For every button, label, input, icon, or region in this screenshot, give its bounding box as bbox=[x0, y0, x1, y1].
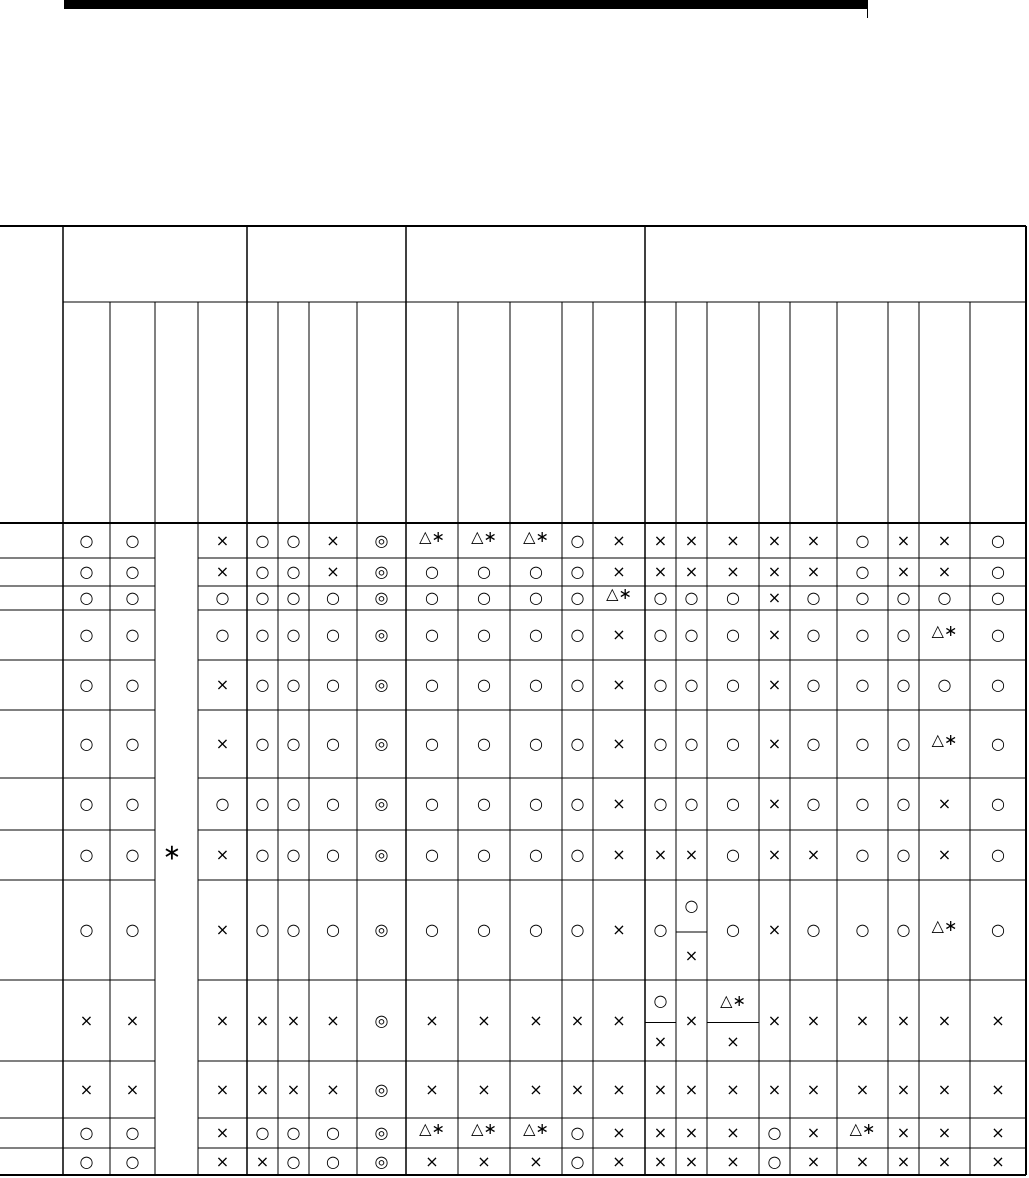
table-cell: ○ bbox=[425, 562, 439, 581]
table-cell: ○ bbox=[529, 845, 543, 864]
table-cell: ○ bbox=[79, 794, 94, 813]
table-cell: ○ bbox=[255, 530, 270, 550]
table-cell: ◎ bbox=[374, 845, 389, 864]
table-cell: ○ bbox=[570, 920, 585, 939]
table-cell: ○ bbox=[855, 530, 870, 550]
table-cell: × bbox=[215, 845, 230, 864]
table-cell: ○ bbox=[855, 562, 870, 581]
table-cell: × bbox=[570, 1079, 585, 1099]
table-cell: × bbox=[806, 845, 821, 864]
table-cell: × bbox=[425, 1151, 439, 1171]
table-cell: ○ bbox=[255, 675, 270, 694]
table-cell: × bbox=[215, 562, 230, 581]
table-cell: ◎ bbox=[374, 530, 389, 550]
table-cell: ○ bbox=[896, 588, 911, 607]
table-cell: ○ bbox=[529, 562, 543, 581]
table-cell: ○ bbox=[570, 625, 585, 644]
table-cell: △∗ bbox=[720, 991, 746, 1011]
table-cell: × bbox=[855, 1079, 870, 1099]
table-cell: ○ bbox=[991, 625, 1005, 644]
table-cell: ○ bbox=[653, 794, 668, 813]
table-cell: ○ bbox=[726, 734, 740, 753]
table-cell: × bbox=[612, 1010, 626, 1030]
table-cell: × bbox=[855, 1010, 870, 1030]
table-cell: ○ bbox=[855, 734, 870, 753]
table-cell: △∗ bbox=[931, 621, 958, 640]
table-cell: × bbox=[215, 734, 230, 753]
table-cell: × bbox=[653, 1079, 668, 1099]
table-cell: ○ bbox=[991, 794, 1005, 813]
table-cell: × bbox=[326, 530, 340, 550]
table-cell: △∗ bbox=[606, 584, 632, 603]
table-cell: × bbox=[896, 1151, 911, 1171]
table-cell: ○ bbox=[477, 625, 491, 644]
table-cell: ○ bbox=[79, 920, 94, 939]
table-cell: × bbox=[653, 1031, 668, 1051]
table-cell: ○ bbox=[570, 1151, 585, 1171]
table-cell: ○ bbox=[991, 920, 1005, 939]
table-cell: × bbox=[684, 946, 699, 965]
table-cell: ○ bbox=[726, 675, 740, 694]
table-cell: ○ bbox=[326, 625, 340, 644]
table-cell: × bbox=[726, 1123, 740, 1142]
table-cell: ○ bbox=[255, 920, 270, 939]
table-cell: ○ bbox=[79, 588, 94, 607]
table-cell: × bbox=[215, 530, 230, 550]
table-cell: ◎ bbox=[374, 1151, 389, 1171]
table-cell: × bbox=[286, 1010, 301, 1030]
table-cell: ◎ bbox=[374, 1010, 389, 1030]
table-cell: × bbox=[612, 1079, 626, 1099]
table-cell: △∗ bbox=[931, 916, 958, 935]
table-cell: × bbox=[991, 1151, 1005, 1171]
table-cell: ○ bbox=[570, 845, 585, 864]
table-cell: × bbox=[767, 794, 782, 813]
table-cell: ○ bbox=[215, 794, 230, 813]
table-cell: ○ bbox=[529, 734, 543, 753]
table-cell: ○ bbox=[991, 734, 1005, 753]
table-cell: × bbox=[937, 1123, 952, 1142]
table-cell: ◎ bbox=[374, 588, 389, 607]
table-cell: ○ bbox=[79, 734, 94, 753]
table-cell: ○ bbox=[806, 588, 821, 607]
table-cell: ○ bbox=[767, 1123, 782, 1142]
table-cell: ○ bbox=[125, 625, 140, 644]
table-cell: ○ bbox=[896, 675, 911, 694]
table-cell: ○ bbox=[896, 920, 911, 939]
table-cell: × bbox=[326, 1010, 340, 1030]
table-cell: ○ bbox=[286, 1123, 301, 1142]
table-cell: ○ bbox=[529, 588, 543, 607]
table-cell: × bbox=[937, 1010, 952, 1030]
table-cell: × bbox=[326, 562, 340, 581]
table-cell: × bbox=[937, 1079, 952, 1099]
table-cell: ○ bbox=[855, 920, 870, 939]
table-cell: ◎ bbox=[374, 734, 389, 753]
table-cell: ○ bbox=[326, 588, 340, 607]
table-cell: × bbox=[255, 1079, 270, 1099]
table-cell: ○ bbox=[806, 675, 821, 694]
table-cell: × bbox=[477, 1151, 491, 1171]
table-cell: ○ bbox=[286, 920, 301, 939]
table-cell: × bbox=[684, 530, 699, 550]
table-cell: ○ bbox=[806, 794, 821, 813]
table-cell: ○ bbox=[286, 845, 301, 864]
table-cell: ○ bbox=[855, 845, 870, 864]
table-cell: △∗ bbox=[523, 1119, 549, 1138]
table-cell: ○ bbox=[79, 562, 94, 581]
table-cell: ○ bbox=[425, 675, 439, 694]
table-cell: ○ bbox=[855, 794, 870, 813]
table-cell: ○ bbox=[326, 794, 340, 813]
table-cell: ○ bbox=[684, 896, 699, 915]
table-cell: ◎ bbox=[374, 920, 389, 939]
table-cell: ◎ bbox=[374, 1123, 389, 1142]
table-cell: × bbox=[767, 562, 782, 581]
table-cell: × bbox=[896, 1079, 911, 1099]
table-cell: ◎ bbox=[374, 625, 389, 644]
table-cell: ○ bbox=[286, 588, 301, 607]
table-cell: ○ bbox=[79, 675, 94, 694]
table-cell: ○ bbox=[326, 675, 340, 694]
table-cell: ○ bbox=[79, 845, 94, 864]
table-cell: × bbox=[612, 625, 626, 644]
table-cell: ○ bbox=[653, 675, 668, 694]
table-cell: × bbox=[326, 1079, 340, 1099]
table-cell: × bbox=[653, 562, 668, 581]
table-cell: ○ bbox=[125, 794, 140, 813]
table-cell: × bbox=[653, 845, 668, 864]
table-cell: ○ bbox=[896, 794, 911, 813]
table-cell: × bbox=[653, 1151, 668, 1171]
table-cell: × bbox=[767, 1010, 782, 1030]
table-cell: ○ bbox=[215, 588, 230, 607]
table-cell: × bbox=[612, 1123, 626, 1142]
table-cell: ○ bbox=[726, 588, 740, 607]
table-cell: ○ bbox=[255, 1123, 270, 1142]
note-star: ∗ bbox=[162, 840, 182, 866]
table-cell: ○ bbox=[570, 588, 585, 607]
table-cell: ○ bbox=[653, 588, 668, 607]
table-cell: ○ bbox=[326, 845, 340, 864]
table-cell: ○ bbox=[477, 588, 491, 607]
table-cell: ○ bbox=[726, 920, 740, 939]
table-cell: ○ bbox=[896, 734, 911, 753]
table-cell: × bbox=[806, 1151, 821, 1171]
table-cell: ○ bbox=[125, 1151, 140, 1171]
table-cell: × bbox=[684, 845, 699, 864]
table-cell: ◎ bbox=[374, 562, 389, 581]
table-cell: ○ bbox=[286, 625, 301, 644]
table-cell: △∗ bbox=[471, 1119, 497, 1138]
table-cell: × bbox=[991, 1123, 1005, 1142]
table-cell: ○ bbox=[991, 675, 1005, 694]
table-cell: ○ bbox=[125, 734, 140, 753]
table-cell: × bbox=[612, 920, 626, 939]
table-cell: ○ bbox=[477, 794, 491, 813]
table-cell: ○ bbox=[286, 530, 301, 550]
table-cell: ○ bbox=[425, 794, 439, 813]
table-cell: ○ bbox=[896, 625, 911, 644]
table-cell: ○ bbox=[726, 794, 740, 813]
table-cell: ○ bbox=[286, 675, 301, 694]
table-cell: ○ bbox=[125, 1123, 140, 1142]
table-cell: × bbox=[653, 1123, 668, 1142]
table-cell: ○ bbox=[570, 530, 585, 550]
table-cell: ○ bbox=[326, 1151, 340, 1171]
table-cell: × bbox=[255, 1151, 270, 1171]
table-cell: ◎ bbox=[374, 794, 389, 813]
table-cell: ◎ bbox=[374, 675, 389, 694]
table-cell: ○ bbox=[125, 588, 140, 607]
table-cell: △∗ bbox=[419, 526, 445, 546]
table-cell: ○ bbox=[477, 675, 491, 694]
table-cell: × bbox=[937, 530, 952, 550]
table-cell: × bbox=[215, 1123, 230, 1142]
table-cell: × bbox=[684, 1079, 699, 1099]
table-cell: ○ bbox=[684, 588, 699, 607]
table-cell: × bbox=[125, 1010, 140, 1030]
table-cell: ○ bbox=[477, 734, 491, 753]
table-cell: ○ bbox=[255, 794, 270, 813]
table-cell: ○ bbox=[806, 734, 821, 753]
table-cell: ○ bbox=[570, 562, 585, 581]
table-cell: × bbox=[726, 562, 740, 581]
table-cell: × bbox=[570, 1010, 585, 1030]
table-cell: × bbox=[215, 1010, 230, 1030]
table-cell: × bbox=[896, 562, 911, 581]
table-cell: ○ bbox=[255, 588, 270, 607]
table-cell: △∗ bbox=[849, 1119, 876, 1138]
table-cell: ○ bbox=[79, 530, 94, 550]
table-cell: × bbox=[806, 1123, 821, 1142]
table-cell: ○ bbox=[806, 625, 821, 644]
table-cell: × bbox=[937, 1151, 952, 1171]
table-cell: ○ bbox=[684, 625, 699, 644]
table-cell: × bbox=[806, 562, 821, 581]
table-cell: × bbox=[806, 1010, 821, 1030]
table-cell: ○ bbox=[570, 675, 585, 694]
table-cell: × bbox=[726, 1151, 740, 1171]
table-cell: × bbox=[215, 675, 230, 694]
table-cell: × bbox=[767, 845, 782, 864]
table-cell: × bbox=[215, 1151, 230, 1171]
table-cell: × bbox=[937, 562, 952, 581]
table-cell: × bbox=[612, 562, 626, 581]
table-cell: × bbox=[215, 920, 230, 939]
table-cell: × bbox=[937, 794, 952, 813]
table-cell: × bbox=[684, 1151, 699, 1171]
table-cell: ○ bbox=[286, 794, 301, 813]
table-cell: ○ bbox=[529, 675, 543, 694]
table-cell: × bbox=[125, 1079, 140, 1099]
table-cell: ○ bbox=[477, 920, 491, 939]
table-cell: ○ bbox=[855, 675, 870, 694]
table-cell: × bbox=[425, 1010, 439, 1030]
table-cell: ○ bbox=[477, 562, 491, 581]
table-cell: △∗ bbox=[419, 1119, 445, 1138]
table-cell: ○ bbox=[286, 1151, 301, 1171]
table-cell: ○ bbox=[684, 675, 699, 694]
table-cell: × bbox=[529, 1010, 543, 1030]
table-cell: ○ bbox=[326, 1123, 340, 1142]
table-cell: × bbox=[286, 1079, 301, 1099]
table-cell: × bbox=[937, 845, 952, 864]
table-cell: ○ bbox=[255, 625, 270, 644]
table-cell: × bbox=[767, 920, 782, 939]
table-cell: ○ bbox=[125, 530, 140, 550]
table-cell: ○ bbox=[79, 1151, 94, 1171]
table-cell: × bbox=[612, 1151, 626, 1171]
table-cell: ○ bbox=[653, 991, 668, 1011]
table-cell: × bbox=[767, 1079, 782, 1099]
table-cell: × bbox=[215, 1079, 230, 1099]
table-cell: ○ bbox=[855, 625, 870, 644]
table-cell: △∗ bbox=[523, 526, 549, 546]
table-cell: × bbox=[477, 1010, 491, 1030]
table-cell: × bbox=[612, 845, 626, 864]
table-cell: ○ bbox=[286, 562, 301, 581]
table-cell: ○ bbox=[937, 675, 952, 694]
table-cell: ○ bbox=[79, 625, 94, 644]
table-cell: × bbox=[767, 588, 782, 607]
table-cell: ○ bbox=[125, 562, 140, 581]
table-cell: × bbox=[477, 1079, 491, 1099]
table-cell: ○ bbox=[991, 530, 1005, 550]
table-cell: ○ bbox=[570, 1123, 585, 1142]
table-cell: × bbox=[612, 530, 626, 550]
table-cell: ○ bbox=[529, 625, 543, 644]
table-cell: ○ bbox=[215, 625, 230, 644]
table-cell: × bbox=[896, 1123, 911, 1142]
table-cell: △∗ bbox=[931, 730, 958, 749]
table-cell: × bbox=[684, 1010, 699, 1030]
table-cell: ○ bbox=[570, 794, 585, 813]
table-cell: × bbox=[726, 1031, 740, 1051]
table-cell: ○ bbox=[286, 734, 301, 753]
table-cell: ○ bbox=[425, 920, 439, 939]
table-cell: ○ bbox=[425, 625, 439, 644]
table-cell: ○ bbox=[255, 734, 270, 753]
table-cell: ○ bbox=[125, 675, 140, 694]
table-cell: ○ bbox=[79, 1123, 94, 1142]
table-cell: ○ bbox=[806, 920, 821, 939]
table-cell: △∗ bbox=[471, 526, 497, 546]
table-cell: × bbox=[896, 1010, 911, 1030]
table-cell: × bbox=[529, 1079, 543, 1099]
table-cell: × bbox=[767, 734, 782, 753]
table-cell: ○ bbox=[991, 845, 1005, 864]
table-cell: × bbox=[255, 1010, 270, 1030]
table-cell: ○ bbox=[255, 562, 270, 581]
table-cell: ○ bbox=[767, 1151, 782, 1171]
table-cell: × bbox=[991, 1079, 1005, 1099]
table-cell: × bbox=[806, 1079, 821, 1099]
table-cell: × bbox=[767, 675, 782, 694]
table-cell: ○ bbox=[326, 734, 340, 753]
table-cell: × bbox=[684, 1123, 699, 1142]
table-cell: × bbox=[79, 1010, 94, 1030]
table-cell: ○ bbox=[653, 625, 668, 644]
table-cell: ○ bbox=[937, 588, 952, 607]
table-cell: × bbox=[425, 1079, 439, 1099]
table-cell: × bbox=[79, 1079, 94, 1099]
table-cell: × bbox=[767, 625, 782, 644]
table-cell: × bbox=[529, 1151, 543, 1171]
table-cell: ○ bbox=[570, 734, 585, 753]
table-cell: ○ bbox=[855, 588, 870, 607]
table-cell: ○ bbox=[529, 794, 543, 813]
table-cell: ○ bbox=[125, 845, 140, 864]
table-cell: × bbox=[726, 1079, 740, 1099]
table-cell: × bbox=[896, 530, 911, 550]
table-cell: ○ bbox=[726, 845, 740, 864]
table-cell: × bbox=[991, 1010, 1005, 1030]
table-cell: ○ bbox=[991, 588, 1005, 607]
table-cell: ○ bbox=[425, 845, 439, 864]
table-cell: ○ bbox=[529, 920, 543, 939]
table-cell: ○ bbox=[255, 845, 270, 864]
table-cell: ○ bbox=[896, 845, 911, 864]
table-cell: × bbox=[855, 1151, 870, 1171]
table-cell: ◎ bbox=[374, 1079, 389, 1099]
table-cell: × bbox=[767, 530, 782, 550]
table-cell: ○ bbox=[425, 588, 439, 607]
table-cell: ○ bbox=[326, 920, 340, 939]
table-cell: ○ bbox=[726, 625, 740, 644]
table-cell: × bbox=[684, 562, 699, 581]
table-cell: × bbox=[653, 530, 668, 550]
table-cell: ○ bbox=[991, 562, 1005, 581]
table-cell: ○ bbox=[425, 734, 439, 753]
table-cell: × bbox=[612, 794, 626, 813]
table-cell: × bbox=[806, 530, 821, 550]
table-cell: ○ bbox=[684, 734, 699, 753]
table-cell: × bbox=[612, 675, 626, 694]
table-cell: ○ bbox=[653, 734, 668, 753]
table-cell: ○ bbox=[125, 920, 140, 939]
table-cell: ○ bbox=[477, 845, 491, 864]
table-cell: × bbox=[726, 530, 740, 550]
table-cell: × bbox=[612, 734, 626, 753]
table-cell: ○ bbox=[653, 920, 668, 939]
table-cell: ○ bbox=[684, 794, 699, 813]
